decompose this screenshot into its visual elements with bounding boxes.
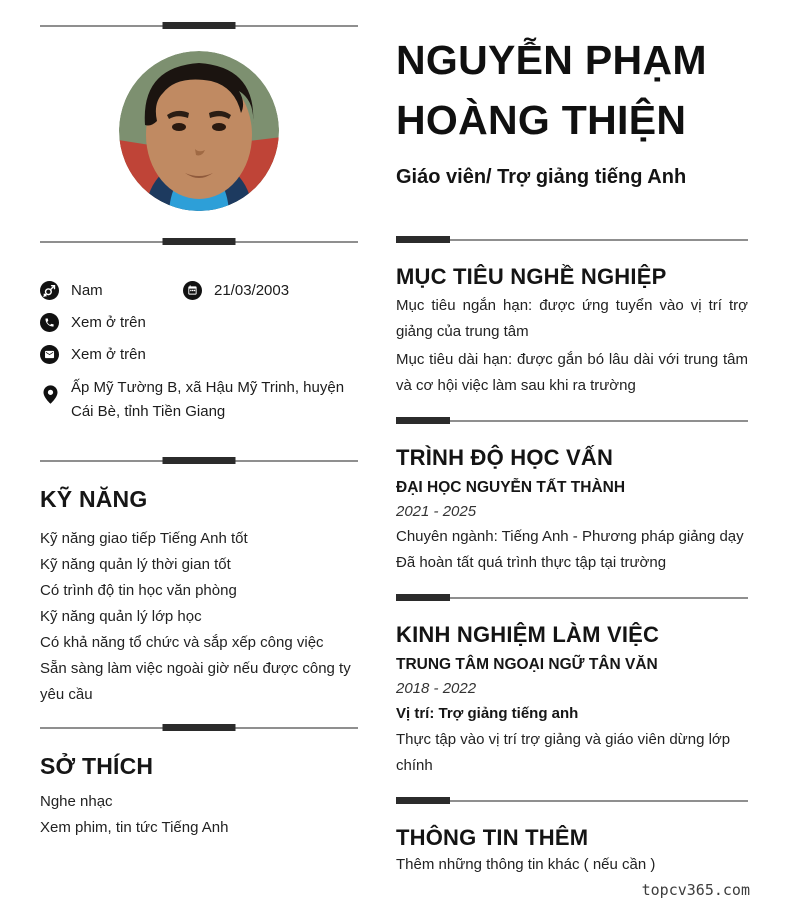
left-sidebar: [0, 0, 375, 913]
hobby-item: Nghe nhạc: [40, 793, 113, 810]
skill-item: Kỹ năng giao tiếp Tiếng Anh tốt: [40, 530, 248, 547]
experience-period: 2018 - 2022: [396, 680, 477, 697]
section-additional-info: [396, 824, 748, 878]
email-icon: [40, 345, 59, 364]
skill-item: Sẵn sàng làm việc ngoài giờ nếu được công ty yêu cầu: [40, 660, 351, 703]
gender-field: [40, 280, 183, 301]
skill-item: Có trình độ tin học văn phòng: [40, 582, 237, 599]
main-content: [375, 0, 790, 913]
skill-item: Có khả năng tổ chức và sắp xếp công việc: [40, 634, 324, 651]
education-detail: Đã hoàn tất quá trình thực tập tại trường: [396, 554, 667, 571]
objective-item: Mục tiêu dài hạn: được gắn bó lâu dài với trung tâm và cơ hội việc làm sau khi ra trường: [396, 351, 748, 394]
education-detail: Chuyên ngành: Tiếng Anh - Phương pháp giảng dạy: [396, 528, 744, 545]
address-value: Ấp Mỹ Tường B, xã Hậu Mỹ Trinh, huyện Cái Bè, tỉnh Tiền Giang: [71, 379, 345, 420]
education-school: ĐẠI HỌC NGUYỄN TẤT THÀNH: [396, 479, 626, 496]
gender-value: Nam: [71, 282, 103, 299]
watermark-link[interactable]: topcv365.com: [641, 881, 750, 899]
section-divider: [40, 22, 358, 29]
section-education: [396, 444, 748, 576]
section-divider: [396, 236, 748, 243]
avatar-photo-illustration: [119, 51, 279, 211]
birthday-field: [183, 280, 289, 301]
skills-heading: KỸ NĂNG: [40, 486, 148, 512]
section-divider: [40, 724, 358, 731]
candidate-name: [396, 30, 748, 150]
hobbies-heading: SỞ THÍCH: [40, 753, 154, 779]
objective-heading: MỤC TIÊU NGHỀ NGHIỆP: [396, 264, 667, 289]
job-title: Giáo viên/ Trợ giảng tiếng Anh: [396, 166, 687, 188]
experience-detail: Thực tập vào vị trí trợ giảng và giáo viên dừng lớp chính: [396, 731, 731, 774]
email-field: [40, 344, 358, 365]
objective-item: Mục tiêu ngắn hạn: được ứng tuyển vào vị trí trợ giảng của trung tâm: [396, 297, 748, 340]
section-divider: [40, 238, 358, 245]
phone-field: [40, 312, 358, 333]
calendar-icon: [183, 281, 202, 300]
skills-list: [40, 526, 358, 708]
section-divider: [396, 594, 748, 601]
avatar: [119, 51, 279, 211]
education-heading: TRÌNH ĐỘ HỌC VẤN: [396, 445, 614, 470]
experience-company: TRUNG TÂM NGOẠI NGỮ TÂN VĂN: [396, 656, 658, 673]
location-pin-icon: [40, 384, 59, 403]
birthday-value: 21/03/2003: [214, 282, 290, 299]
section-experience: [396, 621, 748, 779]
skill-item: Kỹ năng quản lý thời gian tốt: [40, 556, 231, 573]
additional-heading: THÔNG TIN THÊM: [396, 825, 589, 850]
section-objective: [396, 263, 748, 399]
phone-icon: [40, 313, 59, 332]
address-field: [40, 376, 358, 424]
gender-icon: [40, 281, 59, 300]
section-divider: [40, 457, 358, 464]
section-divider: [396, 797, 748, 804]
section-divider: [396, 417, 748, 424]
skill-item: Kỹ năng quản lý lớp học: [40, 608, 202, 625]
email-value: Xem ở trên: [71, 346, 146, 363]
hobby-item: Xem phim, tin tức Tiếng Anh: [40, 819, 229, 836]
candidate-name-line2: HOÀNG THIỆN: [396, 97, 687, 143]
personal-info: [40, 280, 358, 424]
additional-item: Thêm những thông tin khác ( nếu cần ): [396, 856, 656, 873]
info-row-gender-birthday: [40, 280, 358, 301]
hobbies-list: [40, 789, 358, 841]
education-period: 2021 - 2025: [396, 503, 477, 520]
experience-heading: KINH NGHIỆM LÀM VIỆC: [396, 622, 660, 647]
phone-value: Xem ở trên: [71, 314, 146, 331]
candidate-name-line1: NGUYỄN PHẠM: [396, 37, 707, 83]
experience-position: Vị trí: Trợ giảng tiếng anh: [396, 705, 579, 722]
